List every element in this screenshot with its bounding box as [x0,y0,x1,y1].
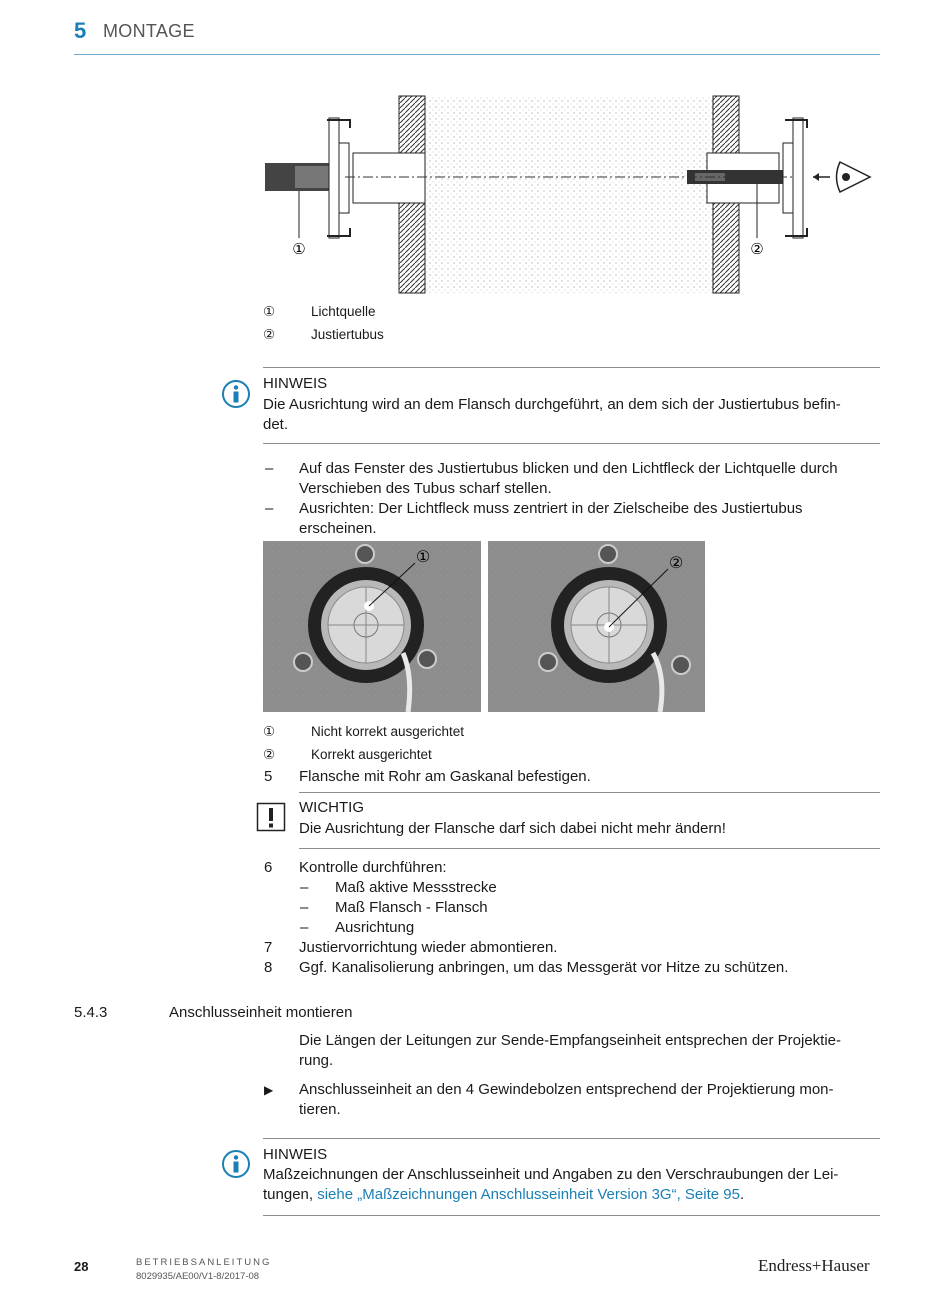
legend-text: Korrekt ausgerichtet [311,747,432,762]
action-text: tieren. [299,1101,341,1118]
list-text: Ausrichten: Der Lichtfleck muss zentriert in der Zielscheibe des Justiertubus [299,500,803,517]
legend-marker: ① [263,724,276,739]
sub-bullet: – [300,919,309,936]
photo-misaligned [263,541,481,712]
legend-marker: ① [263,304,276,319]
header-divider [74,54,880,55]
step-number: 6 [264,859,273,876]
note-text-prefix: tungen, [263,1186,318,1203]
step-number: 5 [264,768,273,785]
section-number: 5.4.3 [74,1004,108,1021]
callout-1: ① [292,240,306,258]
list-bullet: – [265,460,274,477]
step-text: Justiervorrichtung wieder abmontieren. [299,939,558,956]
exclamation-icon [256,802,286,832]
important-heading: WICHTIG [299,799,364,816]
sub-item-text: Ausrichtung [335,919,415,936]
cross-reference-link[interactable]: siehe „Maßzeichnungen Anschlusseinheit Version 3G“, Seite 95 [317,1186,740,1203]
note-text-suffix: . [739,1186,745,1203]
chapter-title: MONTAGE [103,21,195,41]
legend-marker: ② [263,747,276,762]
eye-icon [837,162,871,192]
list-bullet: – [265,500,274,517]
note-bottom-rule [263,1215,880,1216]
step-text: Kontrolle durchführen: [299,859,447,876]
note-top-rule [263,1138,880,1139]
sub-item-text: Maß Flansch - Flansch [335,899,488,916]
doc-id: 8029935/AE00/V1-8/2017-08 [136,1271,260,1282]
chapter-number: 5 [74,18,87,43]
note-text-line: Die Ausrichtung wird an dem Flansch durchgeführt, an dem sich der Justiertubus befin- [263,396,841,413]
list-text: erscheinen. [299,520,377,537]
legend-text: Lichtquelle [311,304,376,319]
brand-logo: Endress+Hauser [758,1256,870,1275]
duct-interior [425,96,713,293]
photo-callout-1: ① [415,547,431,566]
page-number: 28 [74,1259,89,1274]
section-title: Anschlusseinheit montieren [169,1004,353,1021]
important-top-rule [299,792,880,793]
step-number: 7 [264,939,273,956]
sub-bullet: – [300,899,309,916]
sub-bullet: – [300,879,309,896]
step-number: 8 [264,959,273,976]
doc-type: BETRIEBSANLEITUNG [136,1257,272,1268]
note-bottom-rule [263,443,880,444]
info-icon [221,379,251,409]
alignment-diagram [255,88,885,298]
legend-text: Nicht korrekt ausgerichtet [311,724,465,739]
note-text-line: det. [263,416,289,433]
important-text: Die Ausrichtung der Flansche darf sich dabei nicht mehr ändern! [299,820,726,837]
legend-text: Justiertubus [311,327,384,342]
note-text-line [263,1185,744,1205]
photo-aligned [488,541,705,712]
note-heading: HINWEIS [263,1146,328,1163]
photo-callout-2: ② [668,553,684,572]
list-text: Auf das Fenster des Justiertubus blicken und den Lichtfleck der Lichtquelle durch [299,460,838,477]
sub-item-text: Maß aktive Messstrecke [335,879,497,896]
action-text: Anschlusseinheit an den 4 Gewindebolzen entsprechend der Projektierung mon- [299,1081,834,1098]
legend-marker: ② [263,327,276,342]
step-text: Ggf. Kanalisolierung anbringen, um das Messgerät vor Hitze zu schützen. [299,959,789,976]
paragraph-line: Die Längen der Leitungen zur Sende-Empfangseinheit entsprechen der Projektie- [299,1032,842,1049]
action-bullet-icon: ▶ [264,1083,274,1097]
paragraph-line: rung. [299,1052,334,1069]
info-icon [221,1149,251,1179]
note-top-rule [263,367,880,368]
list-text: Verschieben des Tubus scharf stellen. [299,480,552,497]
important-bottom-rule [299,848,880,849]
callout-2: ② [750,240,764,258]
note-heading: HINWEIS [263,375,328,392]
sleeve-left [353,153,425,203]
note-text-line: Maßzeichnungen der Anschlusseinheit und Angaben zu den Verschraubungen der Lei- [263,1166,839,1183]
step-text: Flansche mit Rohr am Gaskanal befestigen. [299,768,591,785]
